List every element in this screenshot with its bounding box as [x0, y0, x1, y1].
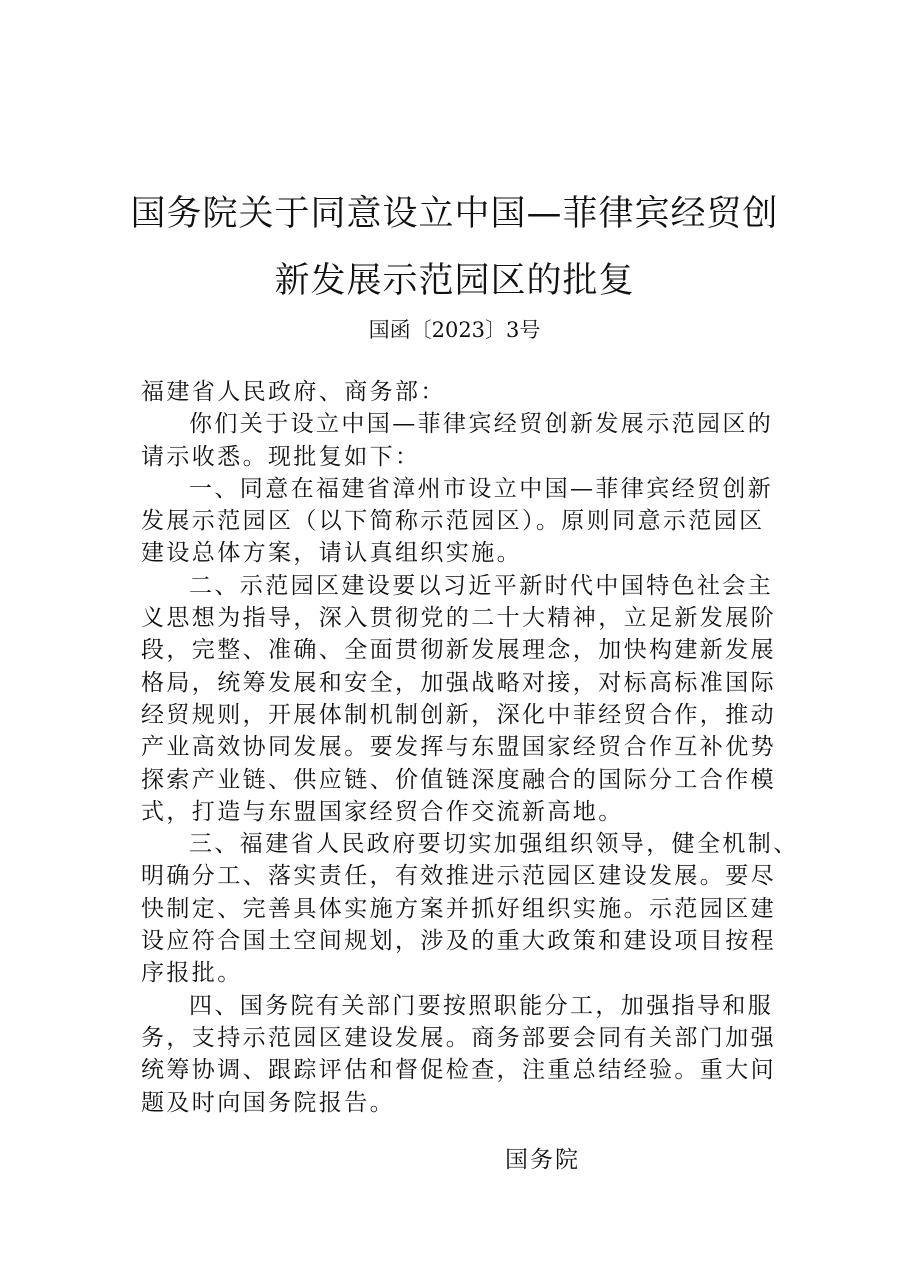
document-number: 国函〔2023〕3号: [368, 318, 541, 342]
signature: 国务院: [505, 1147, 580, 1173]
body-line: 式，打造与东盟国家经贸合作交流新高地。: [141, 798, 624, 825]
body-line: 序报批。: [141, 960, 243, 987]
body-line: 统筹协调、跟踪评估和督促检查，注重总结经验。重大问: [141, 1057, 776, 1084]
body-line: 设应符合国土空间规划，涉及的重大政策和建设项目按程: [141, 928, 776, 955]
body-line: 建设总体方案，请认真组织实施。: [141, 540, 522, 567]
body-line: 题及时向国务院报告。: [141, 1089, 395, 1116]
body-line: 产业高效协同发展。要发挥与东盟国家经贸合作互补优势: [141, 734, 776, 761]
body-line: 快制定、完善具体实施方案并抓好组织实施。示范园区建: [141, 895, 776, 922]
body-line: 四、国务院有关部门要按照职能分工，加强指导和服: [189, 992, 774, 1019]
body-line: 一、同意在福建省漳州市设立中国—菲律宾经贸创新: [189, 475, 774, 502]
body-line: 务，支持示范园区建设发展。商务部要会同有关部门加强: [141, 1024, 776, 1051]
body-line: 发展示范园区（以下简称示范园区）。原则同意示范园区: [141, 508, 765, 535]
body-line: 探索产业链、供应链、价值链深度融合的国际分工合作模: [141, 766, 776, 793]
body-line: 明确分工、落实责任，有效推进示范园区建设发展。要尽: [141, 863, 776, 890]
document-title-line-2: 新发展示范园区的批复: [274, 261, 635, 301]
body-line: 格局，统筹发展和安全，加强战略对接，对标高标准国际: [141, 669, 776, 696]
document-title-line-1: 国务院关于同意设立中国—菲律宾经贸创: [130, 194, 779, 234]
document-body: [141, 376, 799, 1119]
body-line: 义思想为指导，深入贯彻党的二十大精神，立足新发展阶: [141, 605, 776, 632]
body-line: 经贸规则，开展体制机制创新，深化中菲经贸合作，推动: [141, 701, 776, 728]
body-line: 请示收悉。现批复如下：: [141, 443, 421, 470]
body-line: 三、福建省人民政府要切实加强组织领导，健全机制、: [189, 831, 799, 858]
salutation: 福建省人民政府、商务部：: [141, 379, 446, 405]
body-line: 二、示范园区建设要以习近平新时代中国特色社会主: [189, 572, 774, 599]
body-line: 你们关于设立中国—菲律宾经贸创新发展示范园区的: [189, 411, 774, 438]
body-line: 段，完整、准确、全面贯彻新发展理念，加快构建新发展: [141, 637, 776, 664]
